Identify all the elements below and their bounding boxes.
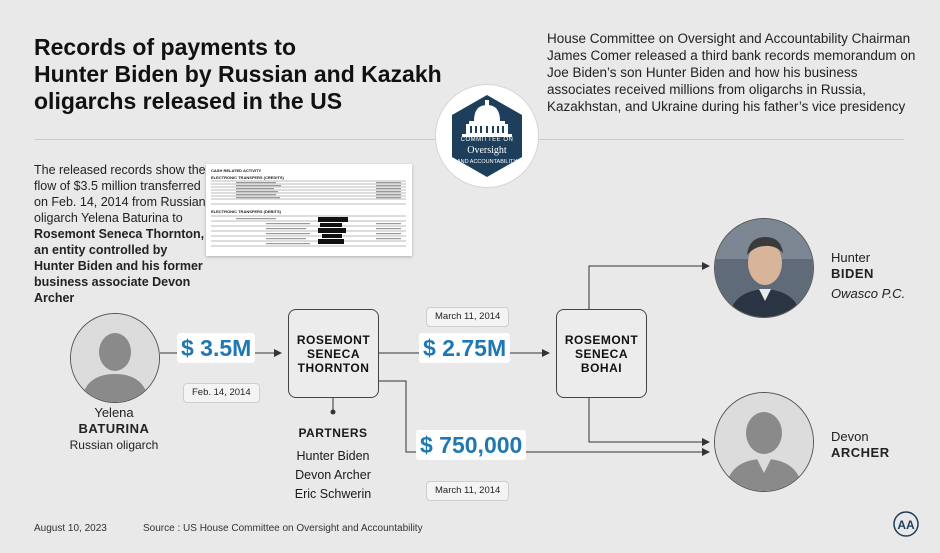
person-silhouette-icon [71,314,159,402]
amount-2-75m: $ 2.75M [419,333,510,363]
footer-source: Source : US House Committee on Oversight and Accountability [143,523,423,534]
amount-750k: $ 750,000 [416,430,526,460]
arrow-bohai-to-hunter [589,266,709,315]
description-text: The released records show the flow of $3.5 million transferred on Feb. 14, 2014 from Russian oligarch Yelena Baturina to Rosemont Seneca Thornton, an entity controlled by Hunter Biden and his former business associate Devon Archer [34,163,206,305]
partner-name: Eric Schwerin [294,487,372,501]
partner-name: Devon Archer [295,468,371,482]
seal-line1: COMMITTEE ON [460,137,514,143]
person-devon: Devon ARCHER [831,429,890,460]
entity-rosemont-seneca-thornton: ROSEMONT SENECA THORNTON [288,309,379,398]
seal-line3: AND ACCOUNTABILITY [456,159,518,165]
date-march-11-a: March 11, 2014 [426,307,509,327]
svg-text:AA: AA [897,518,915,532]
entity-rosemont-seneca-bohai: ROSEMONT SENECA BOHAI [556,309,647,398]
partners-dot [331,410,336,415]
partners-list [278,426,388,504]
page-title: Records of payments to Hunter Biden by Russian and Kazakh oligarchs released in the US [34,34,442,114]
doc-header2: ELECTRONIC TRANSFERS (CREDITS) [211,175,284,180]
photo-hunter-biden [714,218,814,318]
portrait-photo-icon [715,219,813,317]
footer-date: August 10, 2023 [34,523,107,534]
date-march-11-b: March 11, 2014 [426,481,509,501]
date-feb-14: Feb. 14, 2014 [183,383,260,403]
aa-logo [893,511,919,537]
person-yelena: Yelena BATURINA Russian oligarch [69,405,159,452]
person-silhouette-icon [715,393,813,491]
doc-header1: CASH RELATED ACTIVITY [211,168,262,173]
description-bold: Rosemont Seneca Thornton, an entity controlled by Hunter Biden and his former business associate Devon Archer [34,227,205,305]
arrow-bohai-to-archer [589,393,709,442]
aa-logo-icon [893,511,919,537]
partner-name: Hunter Biden [296,449,370,463]
intro-text: House Committee on Oversight and Accountability Chairman James Comer released a third bank records memorandum on Joe Biden’s son Hunter Biden and how his business associates received millions from oligarchs in Russia, Kazakhstan, and Ukraine during his father’s vice presidency [547,31,916,114]
partners-heading: PARTNERS [298,426,368,440]
person-hunter: Hunter BIDEN Owasco P.C. [831,250,906,301]
amount-3-5m: $ 3.5M [177,333,255,363]
avatar-yelena [70,313,160,403]
seal-line2: Oversight [467,145,507,156]
avatar-devon [714,392,814,492]
doc-header3: ELECTRONIC TRANSFERS (DEBITS) [211,209,281,214]
